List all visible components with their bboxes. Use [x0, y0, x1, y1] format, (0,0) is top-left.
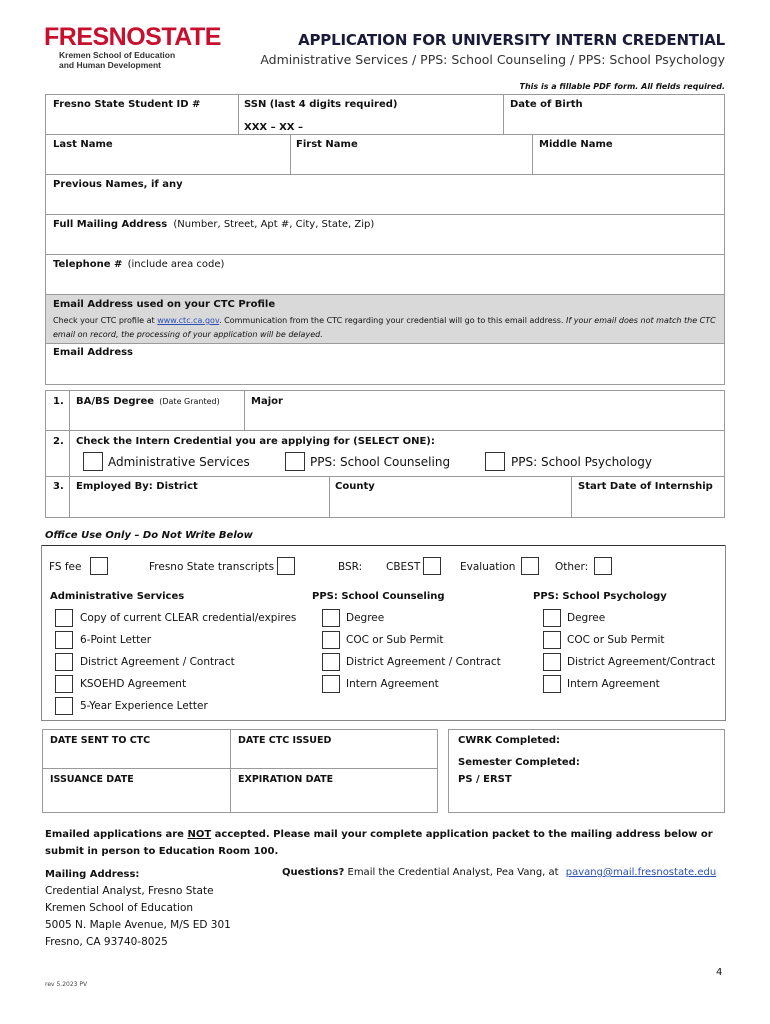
notice-not: NOT [187, 829, 212, 840]
degree-hint: (Date Granted) [159, 397, 220, 406]
fillable-note: This is a fillable PDF form. All fields required. [519, 82, 725, 91]
address-line: Kremen School of Education [45, 902, 194, 914]
submission-notice [45, 826, 725, 860]
major-field[interactable] [245, 409, 723, 429]
middle-name-field[interactable] [533, 152, 723, 173]
analyst-email-link[interactable]: pavang@mail.fresnostate.edu [565, 867, 717, 878]
last-name-label: Last Name [53, 139, 113, 150]
counseling-district-agreement-label: District Agreement / Contract [346, 656, 501, 668]
mailing-address-label [53, 218, 374, 231]
degree-field[interactable] [70, 409, 243, 429]
school-counseling-option-label: PPS: School Counseling [310, 455, 451, 469]
psychology-intern-agreement-checkbox[interactable] [543, 675, 561, 693]
experience-letter-checkbox[interactable] [55, 697, 73, 715]
notice-text-pre: Emailed applications are [45, 829, 188, 840]
clear-credential-label: Copy of current CLEAR credential/expires [80, 612, 297, 624]
admin-services-option-label: Administrative Services [108, 455, 250, 469]
transcripts-checkbox[interactable] [277, 557, 295, 575]
questions-label: Questions? [282, 867, 345, 878]
office-use-heading: Office Use Only – Do Not Write Below [45, 530, 253, 541]
ssn-label: SSN (last 4 digits required) [244, 99, 398, 110]
ps-erst-label: PS / ERST [458, 774, 512, 785]
office-col-counseling-heading: PPS: School Counseling [312, 591, 445, 602]
ssn-field[interactable]: XXX – XX – [244, 122, 303, 133]
logo [44, 23, 221, 72]
psychology-coc-label: COC or Sub Permit [567, 634, 665, 646]
county-label: County [335, 481, 375, 492]
notice-text-post: accepted. Please mail your complete application packet to the mailing address below or submit in person to Education Room 100. [45, 829, 713, 857]
clear-credential-checkbox[interactable] [55, 609, 73, 627]
credential-prompt: Check the Intern Credential you are applying for (SELECT ONE): [76, 436, 435, 447]
middle-name-label: Middle Name [539, 139, 613, 150]
evaluation-checkbox[interactable] [521, 557, 539, 575]
mailing-address-field[interactable] [46, 232, 723, 253]
revision-note: rev 5.2023 PV [45, 981, 88, 988]
six-point-letter-checkbox[interactable] [55, 631, 73, 649]
last-name-field[interactable] [46, 152, 289, 173]
ctc-instructions-text2: . Communication from the CTC regarding your credential will go to this email address. [219, 316, 564, 325]
ksoehd-agreement-label: KSOEHD Agreement [80, 678, 187, 690]
admin-services-checkbox[interactable] [83, 452, 103, 471]
fs-fee-label: FS fee [49, 561, 82, 573]
mailing-address-heading: Mailing Address: [45, 869, 140, 880]
counseling-intern-agreement-label: Intern Agreement [346, 678, 439, 690]
student-id-field[interactable] [46, 112, 237, 133]
degree-label [76, 395, 220, 408]
semester-completed-label: Semester Completed: [458, 757, 580, 768]
county-field[interactable] [330, 494, 570, 516]
telephone-field[interactable] [46, 272, 723, 293]
address-line: Credential Analyst, Fresno State [45, 885, 214, 897]
student-id-label: Fresno State Student ID # [53, 99, 201, 110]
ksoehd-agreement-checkbox[interactable] [55, 675, 73, 693]
telephone-label [53, 258, 224, 271]
mailing-address-label-text: Full Mailing Address [53, 219, 168, 230]
questions-text: Email the Credential Analyst, Pea Vang, at [347, 867, 559, 878]
email-label: Email Address [53, 347, 134, 358]
counseling-coc-checkbox[interactable] [322, 631, 340, 649]
page-title: APPLICATION FOR UNIVERSITY INTERN CREDENTIAL [298, 31, 725, 49]
bsr-label: BSR: [338, 561, 363, 573]
other-checkbox[interactable] [594, 557, 612, 575]
admin-district-agreement-label: District Agreement / Contract [80, 656, 235, 668]
mailing-address-hint: (Number, Street, Apt #, City, State, Zip) [173, 219, 375, 230]
transcripts-label: Fresno State transcripts [149, 561, 275, 573]
first-name-field[interactable] [291, 152, 531, 173]
logo-wordmark: FRESNOSTATE [44, 23, 221, 51]
start-date-label: Start Date of Internship [578, 481, 713, 492]
section2-number: 2. [53, 436, 64, 447]
previous-names-label: Previous Names, if any [53, 179, 183, 190]
six-point-letter-label: 6-Point Letter [80, 634, 152, 646]
dob-field[interactable] [504, 112, 723, 133]
major-label: Major [251, 396, 283, 407]
psychology-district-agreement-label: District Agreement/Contract [567, 656, 716, 668]
office-col-psychology-heading: PPS: School Psychology [533, 591, 667, 602]
other-label: Other: [555, 561, 589, 573]
district-field[interactable] [70, 494, 328, 516]
counseling-degree-label: Degree [346, 612, 385, 624]
psychology-degree-checkbox[interactable] [543, 609, 561, 627]
counseling-district-agreement-checkbox[interactable] [322, 653, 340, 671]
ctc-website-link[interactable]: www.ctc.ca.gov [157, 316, 220, 325]
school-psychology-checkbox[interactable] [485, 452, 505, 471]
start-date-field[interactable] [572, 494, 723, 516]
date-sent-label: DATE SENT TO CTC [50, 735, 151, 746]
telephone-label-text: Telephone # [53, 259, 123, 270]
questions-line [282, 867, 716, 878]
ctc-email-heading: Email Address used on your CTC Profile [53, 299, 276, 310]
email-field[interactable] [46, 360, 723, 383]
dob-label: Date of Birth [510, 99, 583, 110]
degree-label-text: BA/BS Degree [76, 396, 155, 407]
counseling-coc-label: COC or Sub Permit [346, 634, 444, 646]
logo-school-line2: and Human Development [59, 60, 162, 70]
admin-district-agreement-checkbox[interactable] [55, 653, 73, 671]
section3-number: 3. [53, 481, 64, 492]
psychology-degree-label: Degree [567, 612, 606, 624]
first-name-label: First Name [296, 139, 358, 150]
cwrk-completed-label: CWRK Completed: [458, 735, 561, 746]
address-line: 5005 N. Maple Avenue, M/S ED 301 [45, 919, 231, 931]
mailing-address-block [45, 866, 231, 951]
date-issued-label: DATE CTC ISSUED [238, 735, 332, 746]
psychology-intern-agreement-label: Intern Agreement [567, 678, 660, 690]
previous-names-field[interactable] [46, 192, 723, 213]
psychology-district-agreement-checkbox[interactable] [543, 653, 561, 671]
evaluation-label: Evaluation [460, 561, 516, 573]
logo-school-line1: Kremen School of Education [59, 50, 176, 60]
employed-by-label: Employed By: District [76, 481, 198, 492]
school-counseling-checkbox[interactable] [285, 452, 305, 471]
office-col-admin-heading: Administrative Services [50, 591, 185, 602]
cbest-label: CBEST [386, 561, 421, 573]
expiration-date-label: EXPIRATION DATE [238, 774, 334, 785]
telephone-hint: (include area code) [127, 259, 225, 270]
fs-fee-checkbox[interactable] [90, 557, 108, 575]
page-subtitle: Administrative Services / PPS: School Counseling / PPS: School Psychology [260, 52, 725, 67]
issuance-date-label: ISSUANCE DATE [50, 774, 134, 785]
psychology-coc-checkbox[interactable] [543, 631, 561, 649]
page-number: 4 [716, 967, 723, 978]
ctc-email-instructions [53, 314, 718, 342]
counseling-degree-checkbox[interactable] [322, 609, 340, 627]
ctc-instructions-warning: If your email does not match the CTC email on record, the processing of your application will be delayed. [53, 316, 716, 339]
cbest-checkbox[interactable] [423, 557, 441, 575]
experience-letter-label: 5-Year Experience Letter [80, 700, 208, 712]
section1-number: 1. [53, 396, 64, 407]
ctc-instructions-text1: Check your CTC profile at [53, 316, 155, 325]
school-psychology-option-label: PPS: School Psychology [511, 455, 652, 469]
counseling-intern-agreement-checkbox[interactable] [322, 675, 340, 693]
address-line: Fresno, CA 93740-8025 [45, 936, 168, 948]
